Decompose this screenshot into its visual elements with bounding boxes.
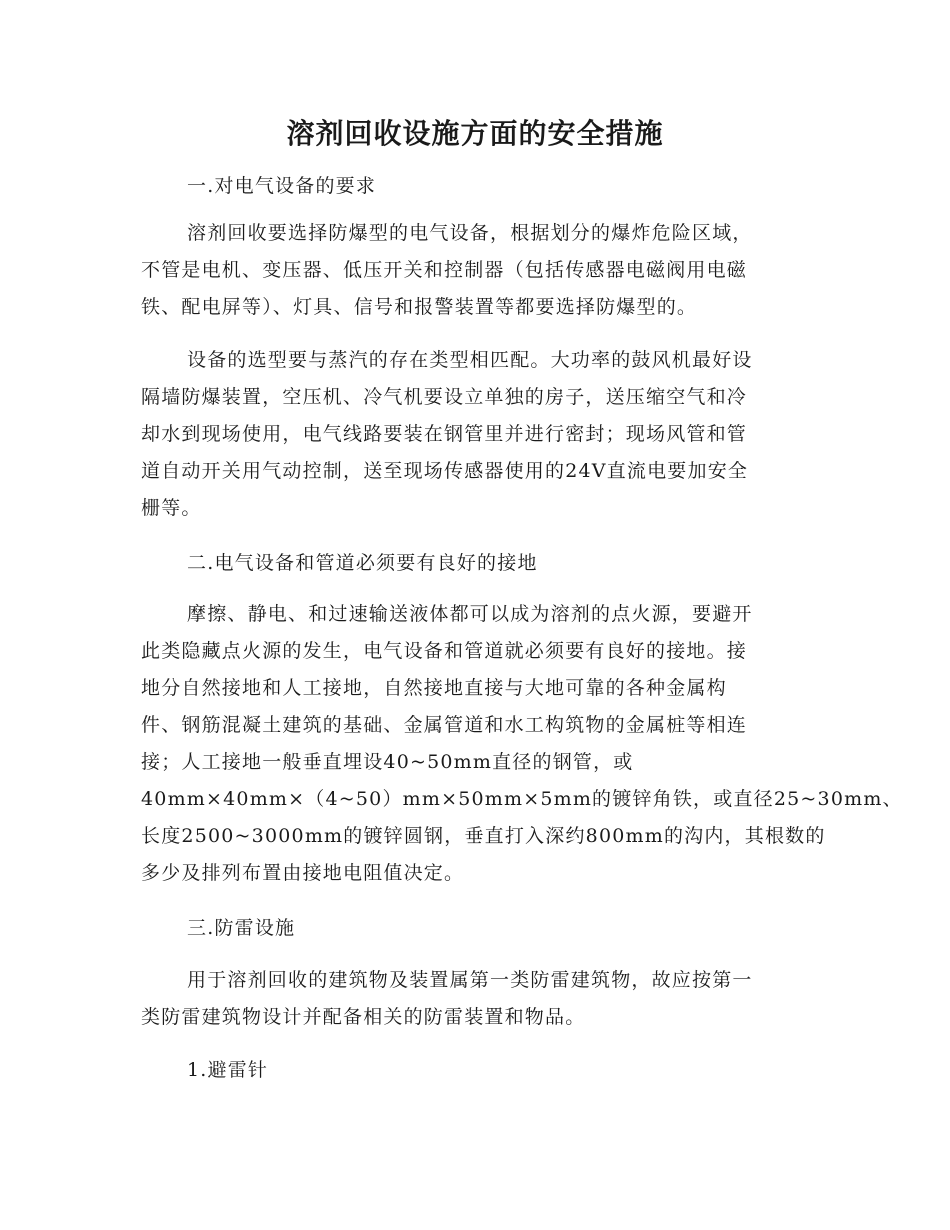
- section-heading-text: 一.对电气设备的要求: [187, 175, 377, 197]
- document-title: 溶剂回收设施方面的安全措施: [286, 117, 664, 150]
- paragraph-line: 铁、配电屏等）、灯具、信号和报警装置等都要选择防爆型的。: [141, 296, 698, 318]
- subheading-text: 1.避雷针: [187, 1059, 269, 1081]
- paragraph-3-1: [141, 962, 811, 1036]
- section-heading-2: [141, 545, 811, 582]
- paragraph-line: 接；人工接地一般垂直埋设40~50mm直径的钢管，或: [141, 751, 634, 773]
- paragraph-line: 件、钢筋混凝土建筑的基础、金属管道和水工构筑物的金属桩等相连: [141, 714, 748, 736]
- paragraph-line: 长度2500~3000mm的镀锌圆钢，垂直打入深约800mm的沟内，其根数的: [141, 825, 826, 847]
- section-heading-1: [141, 168, 811, 205]
- paragraph-1-1: [141, 215, 811, 326]
- paragraph-line: 却水到现场使用，电气线路要装在钢管里并进行密封；现场风管和管: [141, 423, 748, 445]
- paragraph-line: 道自动开关用气动控制，送至现场传感器使用的24V直流电要加安全: [141, 460, 749, 482]
- section-heading-text: 三.防雷设施: [187, 917, 296, 939]
- paragraph-line: 溶剂回收要选择防爆型的电气设备，根据划分的爆炸危险区域，: [187, 222, 753, 244]
- paragraph-line: 40mm×40mm×（4~50）mm×50mm×5mm的镀锌角铁，或直径25~30mm、: [141, 788, 903, 810]
- paragraph-line: 摩擦、静电、和过速输送液体都可以成为溶剂的点火源，要避开: [187, 603, 753, 625]
- paragraph-line: 此类隐藏点火源的发生，电气设备和管道就必须要有良好的接地。接: [141, 640, 748, 662]
- subheading: [141, 1052, 811, 1089]
- section-heading-text: 二.电气设备和管道必须要有良好的接地: [187, 552, 538, 574]
- paragraph-line: 多少及排列布置由接地电阻值决定。: [141, 862, 465, 884]
- paragraph-line: 设备的选型要与蒸汽的存在类型相匹配。大功率的鼓风机最好设: [187, 349, 753, 371]
- paragraph-line: 栅等。: [141, 497, 202, 519]
- paragraph-line: 不管是电机、变压器、低压开关和控制器（包括传感器电磁阀用电磁: [141, 259, 748, 281]
- section-heading-3: [141, 910, 811, 947]
- paragraph-line: 用于溶剂回收的建筑物及装置属第一类防雷建筑物，故应按第一: [187, 969, 753, 991]
- paragraph-line: 隔墙防爆装置，空压机、冷气机要设立单独的房子，送压缩空气和冷: [141, 386, 748, 408]
- paragraph-2-1: [141, 596, 903, 892]
- paragraph-line: 类防雷建筑物设计并配备相关的防雷装置和物品。: [141, 1006, 586, 1028]
- paragraph-1-2: [141, 342, 811, 527]
- paragraph-line: 地分自然接地和人工接地，自然接地直接与大地可靠的各种金属构: [141, 677, 727, 699]
